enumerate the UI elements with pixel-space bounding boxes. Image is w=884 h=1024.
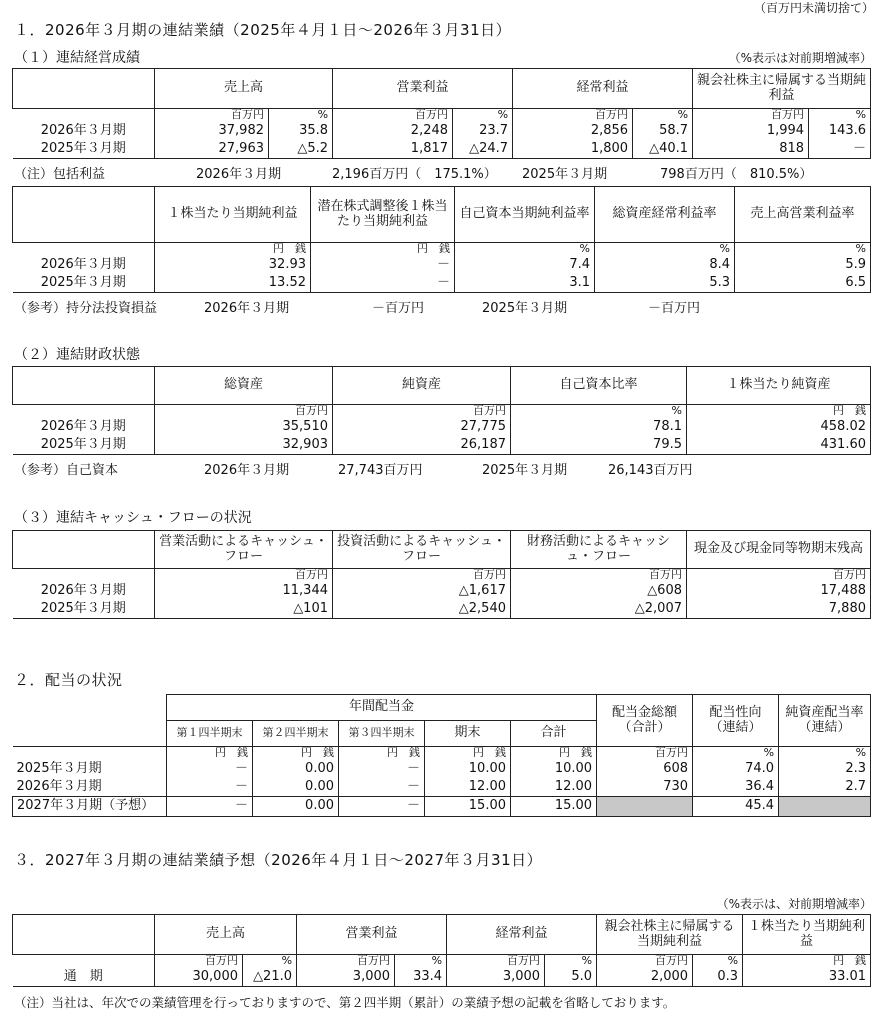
header-operating-profit: 営業利益 — [297, 915, 447, 955]
value-cell: 33.4 — [395, 969, 447, 987]
header-ordinary-profit: 経常利益 — [447, 915, 597, 955]
value-cell: 608 — [597, 761, 693, 779]
header-net-income: 親会社株主に帰属する当期純利益 — [693, 69, 871, 109]
value-cell: 35.8 — [269, 123, 333, 141]
equity-period2: 2025年３月期 — [482, 463, 568, 478]
unit-cell: 百万円 — [687, 569, 871, 583]
equity-value1: 27,743百万円 — [338, 463, 423, 478]
header-total-dividend: 配当金総額（合計） — [597, 695, 693, 747]
header-net-assets: 純資産 — [333, 367, 511, 405]
unit-cell: 百万円 — [447, 955, 545, 969]
value-cell: 6.5 — [735, 275, 871, 293]
unit-row-label — [13, 955, 155, 969]
value-cell: △24.7 — [453, 141, 513, 159]
unit-cell: 百万円 — [513, 109, 633, 123]
cash-flow-table — [12, 530, 871, 619]
header-net-income: 親会社株主に帰属する当期純利益 — [597, 915, 743, 955]
shaded-cell — [597, 797, 693, 817]
unit-cell: % — [809, 109, 871, 123]
unit-row-label — [13, 243, 155, 257]
corner-cell — [13, 695, 167, 721]
value-cell: 11,344 — [155, 583, 333, 601]
value-cell: 33.01 — [743, 969, 871, 987]
unit-cell: 円 銭 — [511, 747, 597, 761]
header-q1-end: 第１四半期末 — [167, 721, 253, 747]
header-sales: 売上高 — [155, 69, 333, 109]
unit-cell: 円 銭 — [167, 747, 253, 761]
unit-cell: % — [595, 243, 735, 257]
value-cell: 2.7 — [779, 779, 871, 797]
value-cell: － — [167, 761, 253, 779]
value-cell: 7,880 — [687, 601, 871, 619]
header-operating-cf: 営業活動によるキャッシュ・フロー — [155, 531, 333, 569]
corner-cell — [13, 531, 155, 569]
equity-method-value2: －百万円 — [648, 301, 701, 316]
value-cell: 15.00 — [425, 797, 511, 817]
unit-cell: 百万円 — [155, 569, 333, 583]
header-financing-cf: 財務活動によるキャッシュ・フロー — [511, 531, 687, 569]
row-label: 2026年３月期 — [13, 419, 155, 437]
header-operating-margin: 売上高営業利益率 — [735, 187, 871, 243]
value-cell: 78.1 — [511, 419, 687, 437]
value-cell: 818 — [693, 141, 809, 159]
unit-cell: 百万円 — [155, 405, 333, 419]
value-cell: △2,540 — [333, 601, 511, 619]
value-cell: 10.00 — [511, 761, 597, 779]
unit-cell: % — [693, 747, 779, 761]
value-cell: － — [339, 797, 425, 817]
unit-cell: 円 銭 — [155, 243, 311, 257]
unit-cell: 百万円 — [693, 109, 809, 123]
header-q2-end: 第２四半期末 — [253, 721, 339, 747]
equity-period1: 2026年３月期 — [204, 463, 290, 478]
equity-label: （参考）自己資本 — [14, 463, 119, 478]
row-label: 2026年３月期 — [13, 779, 167, 797]
value-cell: 30,000 — [155, 969, 243, 987]
header-total-assets: 総資産 — [155, 367, 333, 405]
value-cell: 45.4 — [693, 797, 779, 817]
header-ordinary-profit: 経常利益 — [513, 69, 693, 109]
row-label: 2026年３月期 — [13, 583, 155, 601]
value-cell: － — [311, 257, 455, 275]
row-label: 2026年３月期 — [13, 257, 155, 275]
forecast-pct-note: （%表示は、対前期増減率） — [716, 897, 872, 911]
value-cell: － — [339, 761, 425, 779]
header-bps: １株当たり純資産 — [687, 367, 871, 405]
equity-method-value1: －百万円 — [372, 301, 425, 316]
value-cell: － — [339, 779, 425, 797]
value-cell: △1,617 — [333, 583, 511, 601]
equity-method-period1: 2026年３月期 — [204, 301, 290, 316]
value-cell: △40.1 — [633, 141, 693, 159]
value-cell: 0.00 — [253, 797, 339, 817]
value-cell: 58.7 — [633, 123, 693, 141]
header-sales: 売上高 — [155, 915, 297, 955]
unit-cell: 百万円 — [333, 405, 511, 419]
forecast-table — [12, 914, 871, 987]
value-cell: 79.5 — [511, 437, 687, 455]
unit-cell: 百万円 — [511, 569, 687, 583]
value-cell: 1,800 — [513, 141, 633, 159]
header-roe: 自己資本当期純利益率 — [455, 187, 595, 243]
header-q3-end: 第３四半期末 — [339, 721, 425, 747]
comprehensive-income-value2: 798百万円（ 810.5%） — [660, 167, 813, 182]
header-cash-balance: 現金及び現金同等物期末残高 — [687, 531, 871, 569]
value-cell: △101 — [155, 601, 333, 619]
value-cell: 431.60 — [687, 437, 871, 455]
value-cell: 3,000 — [447, 969, 545, 987]
unit-cell: 円 銭 — [253, 747, 339, 761]
value-cell: 1,994 — [693, 123, 809, 141]
comprehensive-income-value1: 2,196百万円（ 175.1%） — [332, 167, 497, 182]
value-cell: 5.9 — [735, 257, 871, 275]
value-cell: 0.00 — [253, 779, 339, 797]
header-year-end: 期末 — [425, 721, 511, 747]
unit-cell: % — [395, 955, 447, 969]
value-cell: － — [809, 141, 871, 159]
value-cell: 3,000 — [297, 969, 395, 987]
value-cell: － — [167, 779, 253, 797]
corner-cell — [13, 915, 155, 955]
row-label: 2025年３月期 — [13, 437, 155, 455]
value-cell: 12.00 — [511, 779, 597, 797]
value-cell: 7.4 — [455, 257, 595, 275]
unit-cell: % — [511, 405, 687, 419]
unit-note: （百万円未満切捨て） — [753, 1, 874, 15]
value-cell: 27,775 — [333, 419, 511, 437]
value-cell: 26,187 — [333, 437, 511, 455]
value-cell: 8.4 — [595, 257, 735, 275]
header-operating-profit: 営業利益 — [333, 69, 513, 109]
unit-cell: 百万円 — [333, 569, 511, 583]
value-cell: 27,963 — [155, 141, 269, 159]
value-cell: 730 — [597, 779, 693, 797]
header-eps: １株当たり当期純利益 — [743, 915, 871, 955]
forecast-footnote: （注）当社は、年次での業績管理を行っておりますので、第２四半期（累計）の業績予想の記載を省略しております。 — [14, 995, 676, 1010]
value-cell: 32,903 — [155, 437, 333, 455]
header-dividend-on-equity: 純資産配当率（連結） — [779, 695, 871, 747]
pct-note: （%表示は対前期増減率） — [728, 51, 872, 65]
unit-cell: % — [545, 955, 597, 969]
unit-cell: 円 銭 — [311, 243, 455, 257]
unit-cell: % — [693, 955, 743, 969]
unit-cell: % — [453, 109, 513, 123]
value-cell: 2,856 — [513, 123, 633, 141]
value-cell: 5.3 — [595, 275, 735, 293]
header-diluted-eps: 潜在株式調整後１株当たり当期純利益 — [311, 187, 455, 243]
comprehensive-income-period1: 2026年３月期 — [196, 167, 282, 182]
row-label: 2025年３月期 — [13, 601, 155, 619]
row-label: 2026年３月期 — [13, 123, 155, 141]
row-label-forecast: 2027年３月期（予想） — [13, 797, 167, 817]
value-cell: 0.00 — [253, 761, 339, 779]
unit-cell: % — [455, 243, 595, 257]
value-cell: 3.1 — [455, 275, 595, 293]
unit-row-label — [13, 569, 155, 583]
header-payout-ratio: 配当性向（連結） — [693, 695, 779, 747]
financial-position-heading: （２）連結財政状態 — [14, 347, 140, 363]
value-cell: △21.0 — [243, 969, 297, 987]
value-cell: △2,007 — [511, 601, 687, 619]
unit-cell: 百万円 — [297, 955, 395, 969]
value-cell: 32.93 — [155, 257, 311, 275]
corner-cell — [13, 721, 167, 747]
value-cell: 35,510 — [155, 419, 333, 437]
cash-flow-heading: （３）連結キャッシュ・フローの状況 — [14, 510, 252, 526]
header-total: 合計 — [511, 721, 597, 747]
equity-method-label: （参考）持分法投資損益 — [14, 301, 158, 316]
value-cell: 458.02 — [687, 419, 871, 437]
value-cell: － — [311, 275, 455, 293]
unit-cell: 円 銭 — [339, 747, 425, 761]
equity-method-period2: 2025年３月期 — [482, 301, 568, 316]
header-investing-cf: 投資活動によるキャッシュ・フロー — [333, 531, 511, 569]
unit-cell: % — [779, 747, 871, 761]
value-cell: 2.3 — [779, 761, 871, 779]
section3-title: ３．2027年３月期の連結業績予想（2026年４月１日～2027年３月31日） — [14, 851, 543, 869]
comprehensive-income-period2: 2025年３月期 — [522, 167, 608, 182]
value-cell: 17,488 — [687, 583, 871, 601]
comprehensive-income-label: （注）包括利益 — [14, 167, 106, 182]
section1-title: １．2026年３月期の連結業績（2025年４月１日～2026年３月31日） — [14, 21, 512, 39]
operating-results-heading: （１）連結経営成績 — [14, 50, 140, 66]
row-label: 2025年３月期 — [13, 761, 167, 779]
unit-cell: 百万円 — [597, 955, 693, 969]
unit-row-label — [13, 747, 167, 761]
value-cell: 23.7 — [453, 123, 513, 141]
unit-cell: % — [269, 109, 333, 123]
value-cell: △5.2 — [269, 141, 333, 159]
equity-value2: 26,143百万円 — [608, 463, 693, 478]
unit-cell: 円 銭 — [425, 747, 511, 761]
financial-position-table — [12, 366, 871, 455]
unit-cell: 百万円 — [155, 109, 269, 123]
value-cell: 2,248 — [333, 123, 453, 141]
unit-cell: 百万円 — [597, 747, 693, 761]
corner-cell — [13, 187, 155, 243]
unit-row-label — [13, 109, 155, 123]
value-cell: 36.4 — [693, 779, 779, 797]
value-cell: 10.00 — [425, 761, 511, 779]
section2-title: ２．配当の状況 — [14, 671, 123, 689]
unit-row-label — [13, 405, 155, 419]
value-cell: 74.0 — [693, 761, 779, 779]
per-share-table — [12, 186, 871, 293]
corner-cell — [13, 367, 155, 405]
dividends-table — [12, 694, 871, 817]
row-label: 2025年３月期 — [13, 275, 155, 293]
value-cell: 13.52 — [155, 275, 311, 293]
value-cell: 12.00 — [425, 779, 511, 797]
corner-cell — [13, 69, 155, 109]
unit-cell: % — [243, 955, 297, 969]
operating-results-table — [12, 68, 871, 159]
value-cell: 0.3 — [693, 969, 743, 987]
header-eps: １株当たり当期純利益 — [155, 187, 311, 243]
shaded-cell — [779, 797, 871, 817]
value-cell: 1,817 — [333, 141, 453, 159]
header-annual-dividend: 年間配当金 — [167, 695, 597, 721]
value-cell: 15.00 — [511, 797, 597, 817]
value-cell: 5.0 — [545, 969, 597, 987]
value-cell: 143.6 — [809, 123, 871, 141]
unit-cell: 円 銭 — [687, 405, 871, 419]
row-label: 2025年３月期 — [13, 141, 155, 159]
header-equity-ratio: 自己資本比率 — [511, 367, 687, 405]
unit-cell: 百万円 — [333, 109, 453, 123]
value-cell: △608 — [511, 583, 687, 601]
row-label: 通 期 — [13, 969, 155, 987]
unit-cell: % — [633, 109, 693, 123]
value-cell: 2,000 — [597, 969, 693, 987]
header-roa: 総資産経常利益率 — [595, 187, 735, 243]
unit-cell: 百万円 — [155, 955, 243, 969]
value-cell: 37,982 — [155, 123, 269, 141]
unit-cell: % — [735, 243, 871, 257]
unit-cell: 円 銭 — [743, 955, 871, 969]
value-cell: － — [167, 797, 253, 817]
